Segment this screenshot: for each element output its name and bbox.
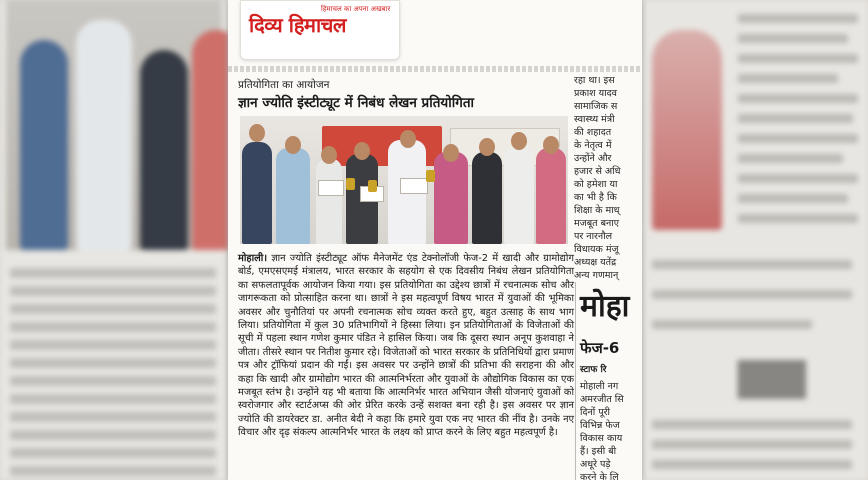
side-column-line: सामाजिक स [574,101,618,112]
side-column-line: हजार से अधि [574,166,621,177]
second-story-line: दिनों पूरी [580,407,610,418]
article-body-text: ज्ञान ज्योति इंस्टीट्यूट ऑफ मैनेजमेंट एंड टेक्नोलॉजी फेज-2 में खादी और ग्रामोद्योग बोर्ड, एमएसएमई मंत्रालय, भारत सरकार के सहयोग से एक दिवसीय निबंध लेखन प्रतियोगिता का सफलतापूर्वक आयोजन किया गया। इस प्रतियोगिता का उद्देश्य छात्रों में रचनात्मक सोच और जागरूकता को प्रोत्साहित करना था। छात्रों ने इस महत्वपूर्ण विषय भारत में युवाओं की भूमिका अवसर और चुनौतियां पर अपनी रचनात्मक सोच व्यक्त करते हुए, बहुत उत्साह के साथ भाग लिया। प्रतियोगिता में कुल 30 प्रतिभागियों ने हिस्सा लिया। इन प्रतियोगिताओं के विजेताओं की सूची में पहला स्थान गणेश कुमार पंडित ने हासिल किया। जब कि दूसरा स्थान अनूप कुशवाहा ने जीता। तीसरे स्थान पर नितीश कुमार रहे। विजेताओं को भारत सरकार के प्रतिनिधियों द्वारा प्रमाण पत्र और ट्रॉफियां प्रदान की गईं। इस अवसर पर उन्होंने छात्रों की प्रतिभा की सराहना की और कहा कि खादी और ग्रामोद्योग भारत की आत्मनिर्भरता और युवाओं के औद्योगिक विकास का एक मजबूत स्तंभ है। उन्होंने यह भी बताया कि आत्मनिर्भर भारत अभियान जैसी योजनाएं युवाओं को स्वरोजगार और स्टार्टअप्स की ओर प्रेरित करके उन्हें सशक्त बना रही है। इस अवसर पर ज्ञान ज्योति की डायरेक्टर डा. अनीत बेदी ने कहा कि हमारे युवा एक नए भारत की नींव है। उनके नए विचार और दृढ़ संकल्प आत्मनिर्भर भारत के लक्ष्य को प्राप्त करने के लिए बहुत महत्वपूर्ण है। [238,253,574,439]
article-body [238,252,574,440]
side-column-line: उन्होंने और [574,153,612,164]
side-column-line: अध्यक्ष यतेंद्र [574,257,617,268]
side-column-line: के नेतृत्व में [574,140,612,151]
article-dateline: मोहाली। [238,253,268,264]
second-story-headline: मोहा [580,289,630,324]
side-column-line: स्वास्थ्य मंत्री [574,114,615,125]
side-column-line: अन्य गणमान् [574,270,619,281]
adjacent-article-column [574,74,642,281]
side-column-line: रहा था। इस [574,75,615,86]
newspaper-clipping [228,0,642,480]
masthead [240,0,400,60]
second-story-subhead: फेज-6 [580,339,620,357]
side-column-line: की शहादत [574,127,612,138]
side-column-line: पर नारनौल [574,231,613,242]
second-story-line: करने के लि [580,472,619,480]
second-story-column [580,380,642,480]
article-headline: ज्ञान ज्योति इंस्टीट्यूट में निबंध लेखन प्रतियोगिता [238,95,475,111]
side-column-line: प्रकाश यादव [574,88,617,99]
side-column-line: मजबूत बनाए [574,218,620,229]
blurred-background-right: ▆▆ [642,0,868,480]
masthead-tagline: हिमाचल का अपना अखबार [321,5,391,13]
second-story-line: मोहाली नग [580,381,619,392]
cropped-text-strip [228,66,642,72]
second-story-line: हैं। इसी बी [580,446,617,457]
second-story-line: विकास काय [580,433,623,444]
side-column-line: विधायक मंजू [574,244,619,255]
blurred-photo [6,0,222,250]
column-divider [575,282,576,480]
second-story-line: अधूरे पड़े [580,459,611,470]
side-column-line: का भी है कि [574,192,617,203]
newspaper-logo: दिव्य हिमाचल [249,13,346,37]
article-photo [240,116,568,244]
second-story-byline: स्टाफ रि [580,365,607,375]
second-story-line: विभिन्न फेज [580,420,620,431]
second-story-line: अमरजीत सि [580,394,624,405]
side-column-line: शिक्षा के माध् [574,205,620,216]
blurred-background-left [0,0,228,480]
side-column-line: को हमेशा या [574,179,618,190]
article-kicker: प्रतियोगिता का आयोजन [238,79,330,91]
